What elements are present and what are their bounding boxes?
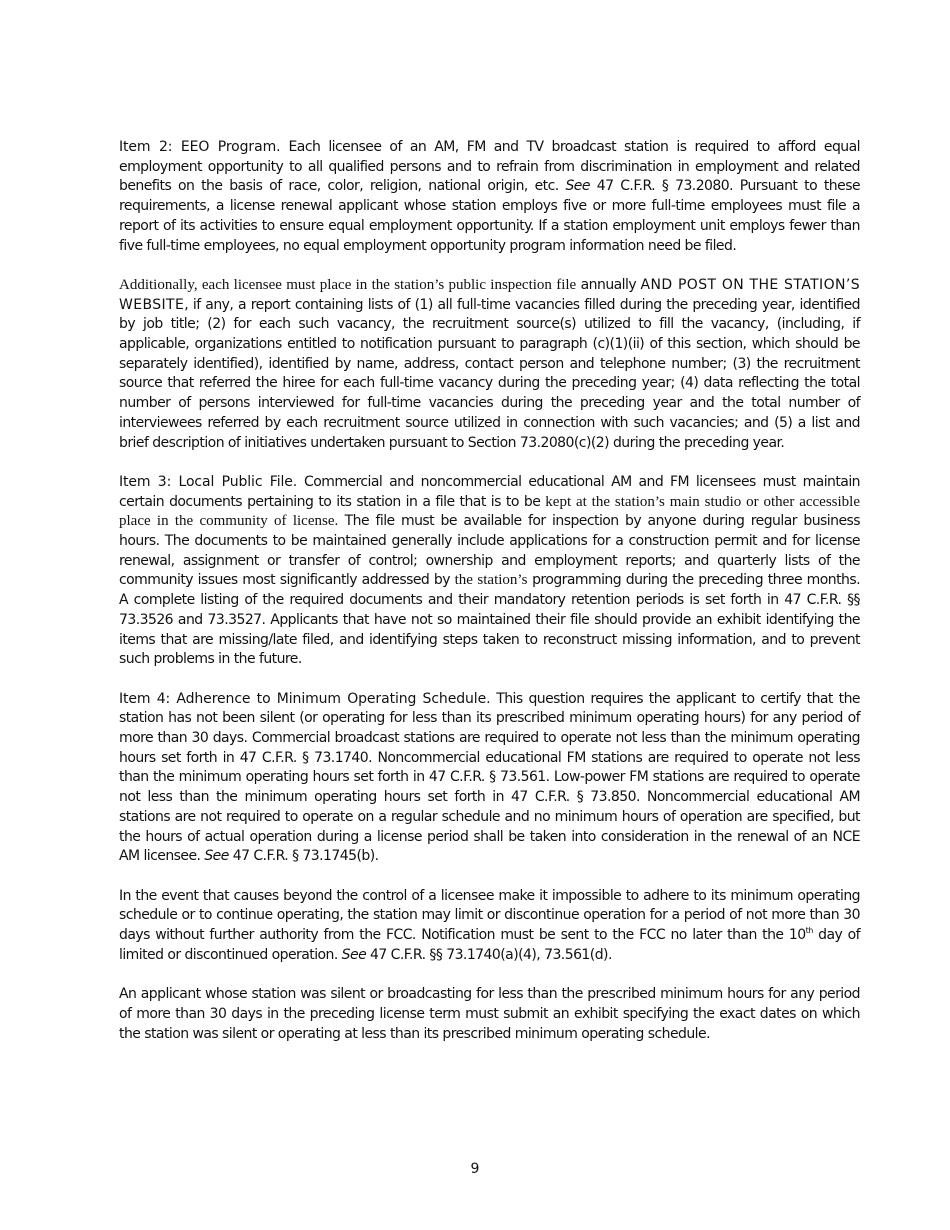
item4-event-text-b: day of limited or discontinued operation.: [119, 927, 860, 963]
item3-serif-b: the station’s: [454, 572, 528, 589]
item4-text-b: 47 C.F.R. § 73.1745(b).: [228, 848, 379, 865]
item4-applicant-text: An applicant whose station was silent or broadcasting for less than the prescribed minimum hours for any period of more than 30 days in the preceding license term must submit an exhibit specifying the exact dates on which the station was silent or operating at less than its prescribed minimum operating schedule.: [119, 986, 860, 1042]
item4-applicant-paragraph: [119, 985, 860, 1044]
item2-additional-text-b: , if any, a report containing lists of (1) all full-time vacancies filled during the preceding year, identified by job title; (2) for each such vacancy, the recruitment source(s) utilized to fill the vacancy, (including, if applicable, organizations entitled to notification pursuant to paragraph (c)(1)(ii) of this section, which should be separately identified), identified by name, address, contact person and telephone number; (3) the recruitment source that referred the hiree for each full-time vacancy during the preceding year; (4) data reflecting the total number of persons interviewed for full-time vacancies during the preceding year and the total number of interviewees referred by each recruitment source utilized in connection with such vacancies; and (5) a list and brief description of initiatives undertaken pursuant to Section 73.2080(c)(2) during the preceding year.: [119, 296, 860, 451]
item4-heading: Item 4: Adherence to Minimum Operating Schedule.: [119, 690, 491, 707]
item4-event-paragraph: [119, 887, 860, 966]
item2-additional-paragraph: [119, 276, 860, 453]
page-number: 9: [470, 1161, 480, 1177]
document-body: [119, 138, 860, 1064]
item3-text-c: programming during the preceding three months. A complete listing of the required documents and their mandatory retention periods is set forth in 47 C.F.R. §§ 73.3526 and 73.3527. Applicants that have not so maintained their file should provide an exhibit identifying the items that are missing/late filed, and identifying steps taken to reconstruct missing information, and to prevent such problems in the future.: [119, 572, 860, 668]
item3-serif-a: kept at the station’s main studio or other accessible place in the community of license.: [119, 493, 860, 530]
item3-text-a: Commercial and noncommercial educational AM and FM licensees must maintain certain documents pertaining to its station in a file that is to be: [119, 473, 860, 510]
item2-additional-text-a: annually: [576, 276, 641, 293]
item3-paragraph: [119, 473, 860, 670]
item2-additional-serif-text: Additionally, each licensee must place in the station’s public inspection file: [119, 276, 577, 293]
item4-event-see: See: [341, 946, 367, 963]
item2-paragraph: [119, 138, 860, 256]
item4-event-text-c: 47 C.F.R. §§ 73.1740(a)(4), 73.561(d).: [366, 946, 612, 963]
item4-text-a: This question requires the applicant to certify that the station has not been silent (or operating for less than its prescribed minimum operating hours) for any period of more than 30 days. Commercial broadcast stations are required to operate not less than the minimum operating hours set forth in 47 C.F.R. § 73.1740. Noncommercial educational FM stations are required to operate not less than the minimum operating hours set forth in 47 C.F.R. § 73.561. Low-power FM stations are required to operate not less than the minimum operating hours set forth in 47 C.F.R. § 73.850. Noncommercial educational AM stations are not required to operate on a regular schedule and no minimum hours of operation are specified, but the hours of actual operation during a license period shall be taken into consideration in the renewal of an NCE AM licensee.: [119, 690, 860, 865]
item4-event-text-a: In the event that causes beyond the control of a licensee make it impossible to adhere to its minimum operating schedule or to continue operating, the station may limit or discontinue operation for a period of not more than 30 days without further authority from the FCC. Notification must be sent to the FCC no later than the 10: [119, 887, 860, 944]
item4-event-superscript: th: [805, 926, 813, 936]
item2-see: See: [565, 178, 590, 195]
item4-see: See: [204, 848, 229, 865]
item2-heading: Item 2: EEO Program.: [119, 139, 281, 155]
item4-paragraph: [119, 690, 860, 867]
item3-text-b: The file must be available for inspection by anyone during regular business hours. The documents to be maintained generally include applications for a construction permit and for license renewal, assignment or transfer of control; ownership and employment reports; and quarterly lists of the community issues most significantly addressed by: [119, 513, 860, 589]
item3-heading: Item 3: Local Public File.: [119, 473, 298, 490]
item2-text-a: Each licensee of an AM, FM and TV broadcast station is required to afford equal employment opportunity to all qualified persons and to refrain from discrimination in employment and related benefits on the basis of race, color, religion, national origin, etc.: [119, 139, 860, 195]
item2-text-b: 47 C.F.R. § 73.2080. Pursuant to these requirements, a license renewal applicant whose station employs five or more full-time employees must file a report of its activities to ensure equal employment opportunity. If a station employment unit employs fewer than five full-time employees, no equal employment opportunity program information need be filed.: [119, 178, 861, 254]
item2-additional-caps-text: AND POST ON THE STATION’S WEBSITE: [119, 276, 860, 313]
